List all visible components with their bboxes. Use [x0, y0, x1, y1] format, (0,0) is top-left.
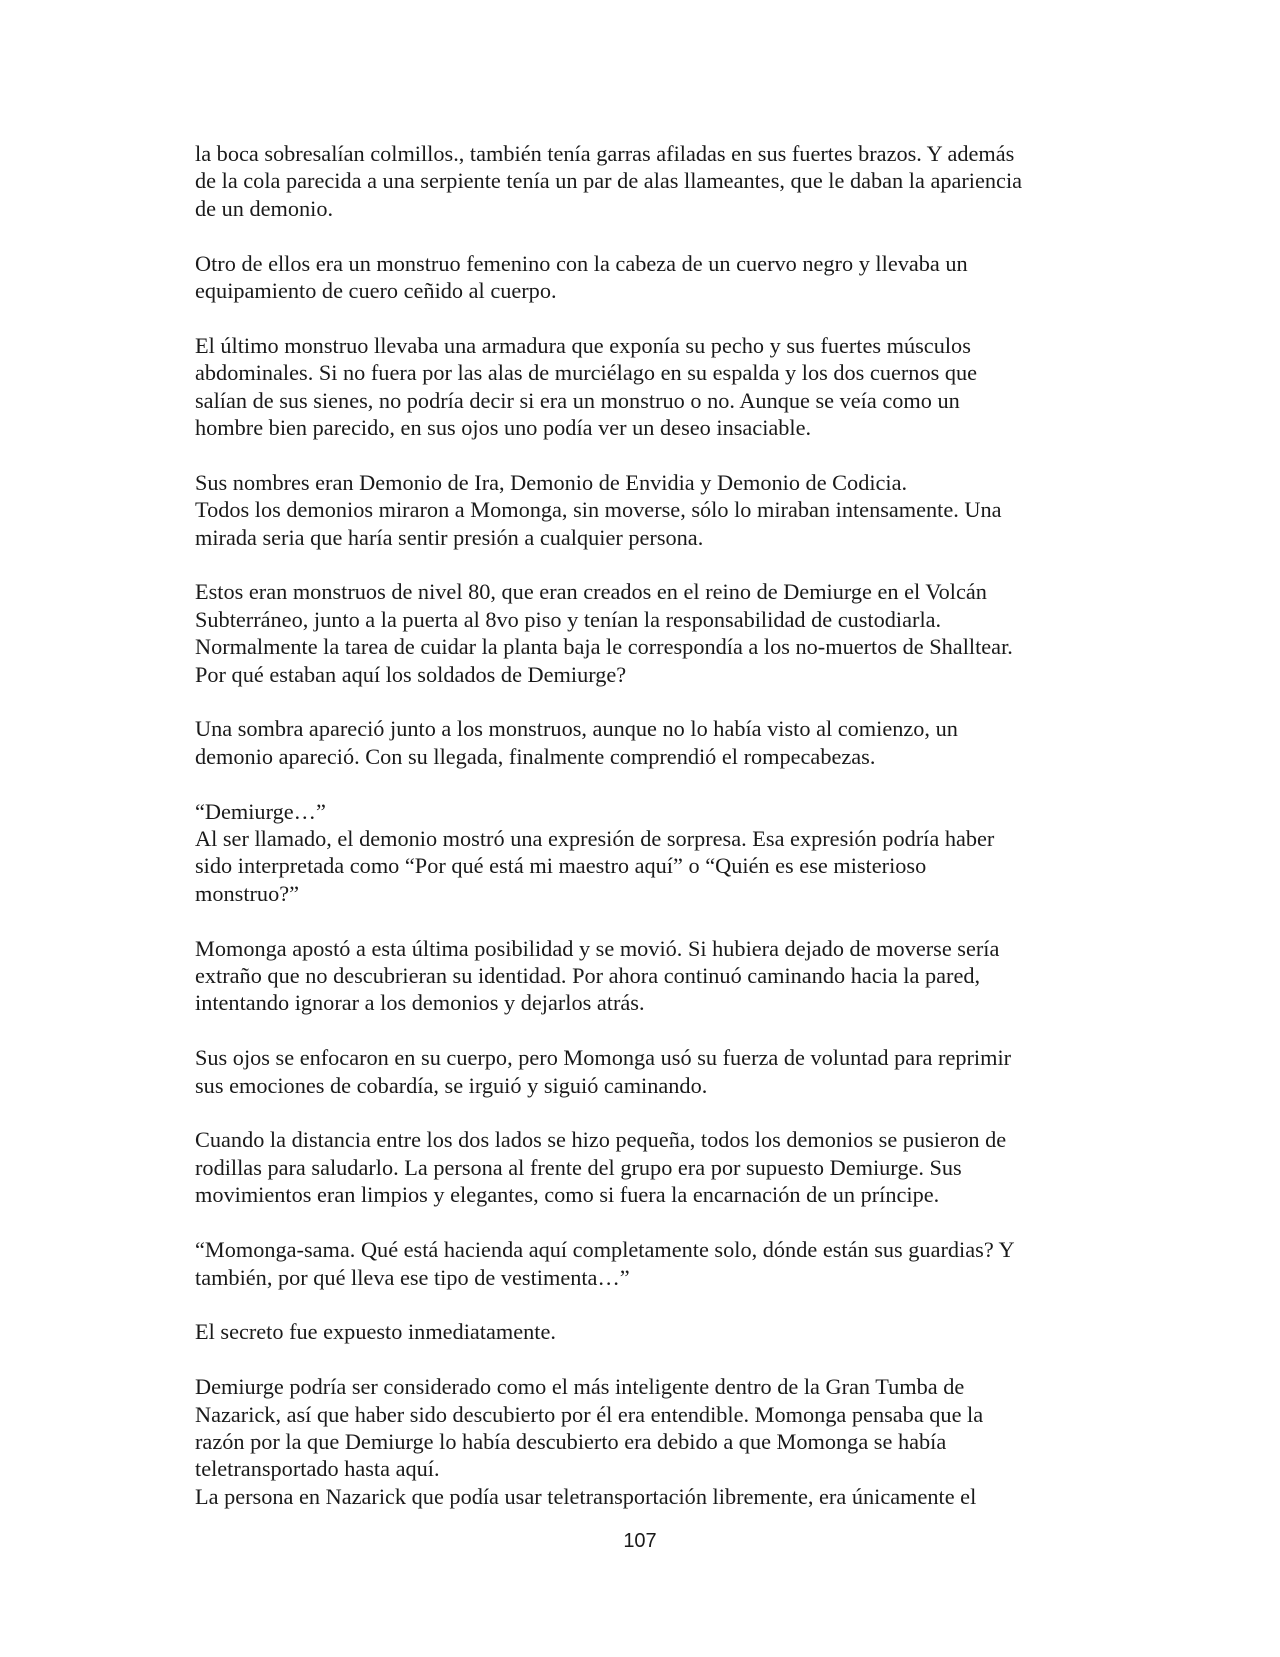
text-line: monstruo?”	[195, 880, 300, 906]
text-line: sido interpretada como “Por qué está mi maestro aquí” o “Quién es ese misterioso	[195, 853, 927, 879]
paragraph	[195, 715, 1095, 770]
text-line: Subterráneo, junto a la puerta al 8vo piso y tenían la responsabilidad de custodiarla.	[195, 606, 942, 632]
text-line: rodillas para saludarlo. La persona al frente del grupo era por supuesto Demiurge. Sus	[195, 1154, 962, 1180]
paragraph	[195, 935, 1095, 1017]
text-line: teletransportado hasta aquí.	[195, 1456, 440, 1482]
text-line: intentando ignorar a los demonios y dejarlos atrás.	[195, 990, 645, 1016]
text-line: Momonga apostó a esta última posibilidad y se movió. Si hubiera dejado de moverse sería	[195, 935, 1000, 961]
text-line: también, por qué lleva ese tipo de vestimenta…”	[195, 1264, 630, 1290]
text-line: Al ser llamado, el demonio mostró una expresión de sorpresa. Esa expresión podría haber	[195, 826, 995, 852]
text-line: de la cola parecida a una serpiente tenía un par de alas llameantes, que le daban la apariencia	[195, 168, 1023, 194]
text-line: Cuando la distancia entre los dos lados se hizo pequeña, todos los demonios se pusieron de	[195, 1127, 1007, 1153]
paragraph	[195, 1044, 1095, 1099]
paragraph	[195, 1373, 1095, 1510]
text-line: demonio apareció. Con su llegada, finalmente comprendió el rompecabezas.	[195, 743, 876, 769]
text-line: salían de sus sienes, no podría decir si era un monstruo o no. Aunque se veía como un	[195, 387, 960, 413]
paragraph	[195, 578, 1095, 688]
text-line: Una sombra apareció junto a los monstruos, aunque no lo había visto al comienzo, un	[195, 716, 958, 742]
text-line: “Momonga-sama. Qué está hacienda aquí completamente solo, dónde están sus guardias? Y	[195, 1237, 1015, 1263]
text-line: Otro de ellos era un monstruo femenino con la cabeza de un cuervo negro y llevaba un	[195, 250, 968, 276]
paragraph	[195, 332, 1095, 442]
text-line: extraño que no descubrieran su identidad. Por ahora continuó caminando hacia la pared,	[195, 963, 981, 989]
text-line: equipamiento de cuero ceñido al cuerpo.	[195, 278, 557, 304]
page-number: 107	[623, 1530, 657, 1552]
text-line: Sus ojos se enfocaron en su cuerpo, pero Momonga usó su fuerza de voluntad para reprimir	[195, 1045, 1012, 1071]
text-line: movimientos eran limpios y elegantes, como si fuera la encarnación de un príncipe.	[195, 1182, 940, 1208]
paragraph	[195, 1318, 1095, 1345]
text-line: la boca sobresalían colmillos., también tenía garras afiladas en sus fuertes brazos. Y además	[195, 141, 1015, 166]
paragraph	[195, 250, 1095, 305]
text-body	[195, 140, 1095, 1510]
text-line: El último monstruo llevaba una armadura que exponía su pecho y sus fuertes músculos	[195, 332, 971, 358]
paragraph	[195, 1126, 1095, 1208]
paragraph	[195, 469, 1095, 551]
text-line: El secreto fue expuesto inmediatamente.	[195, 1319, 556, 1345]
text-line: Todos los demonios miraron a Momonga, sin moverse, sólo lo miraban intensamente. Una	[195, 497, 1002, 523]
text-line: Nazarick, así que haber sido descubierto por él era entendible. Momonga pensaba que la	[195, 1401, 984, 1427]
text-line: Normalmente la tarea de cuidar la planta baja le correspondía a los no-muertos de Shalltear.	[195, 634, 1013, 660]
text-line: Estos eran monstruos de nivel 80, que eran creados en el reino de Demiurge en el Volcán	[195, 579, 987, 605]
text-line: mirada seria que haría sentir presión a cualquier persona.	[195, 524, 704, 550]
paragraph	[195, 1236, 1095, 1291]
text-line: Sus nombres eran Demonio de Ira, Demonio de Envidia y Demonio de Codicia.	[195, 469, 908, 495]
text-line: Demiurge podría ser considerado como el más inteligente dentro de la Gran Tumba de	[195, 1374, 965, 1400]
text-line: sus emociones de cobardía, se irguió y siguió caminando.	[195, 1072, 708, 1098]
text-line: Por qué estaban aquí los soldados de Demiurge?	[195, 661, 627, 687]
paragraph	[195, 798, 1095, 908]
paragraph	[195, 140, 1095, 222]
text-line: “Demiurge…”	[195, 798, 326, 824]
text-line: abdominales. Si no fuera por las alas de murciélago en su espalda y los dos cuernos que	[195, 360, 978, 386]
text-line: hombre bien parecido, en sus ojos uno podía ver un deseo insaciable.	[195, 415, 812, 441]
text-line: de un demonio.	[195, 195, 334, 221]
text-line: La persona en Nazarick que podía usar teletransportación libremente, era únicamente el	[195, 1483, 977, 1509]
text-line: razón por la que Demiurge lo había descubierto era debido a que Momonga se había	[195, 1428, 947, 1454]
